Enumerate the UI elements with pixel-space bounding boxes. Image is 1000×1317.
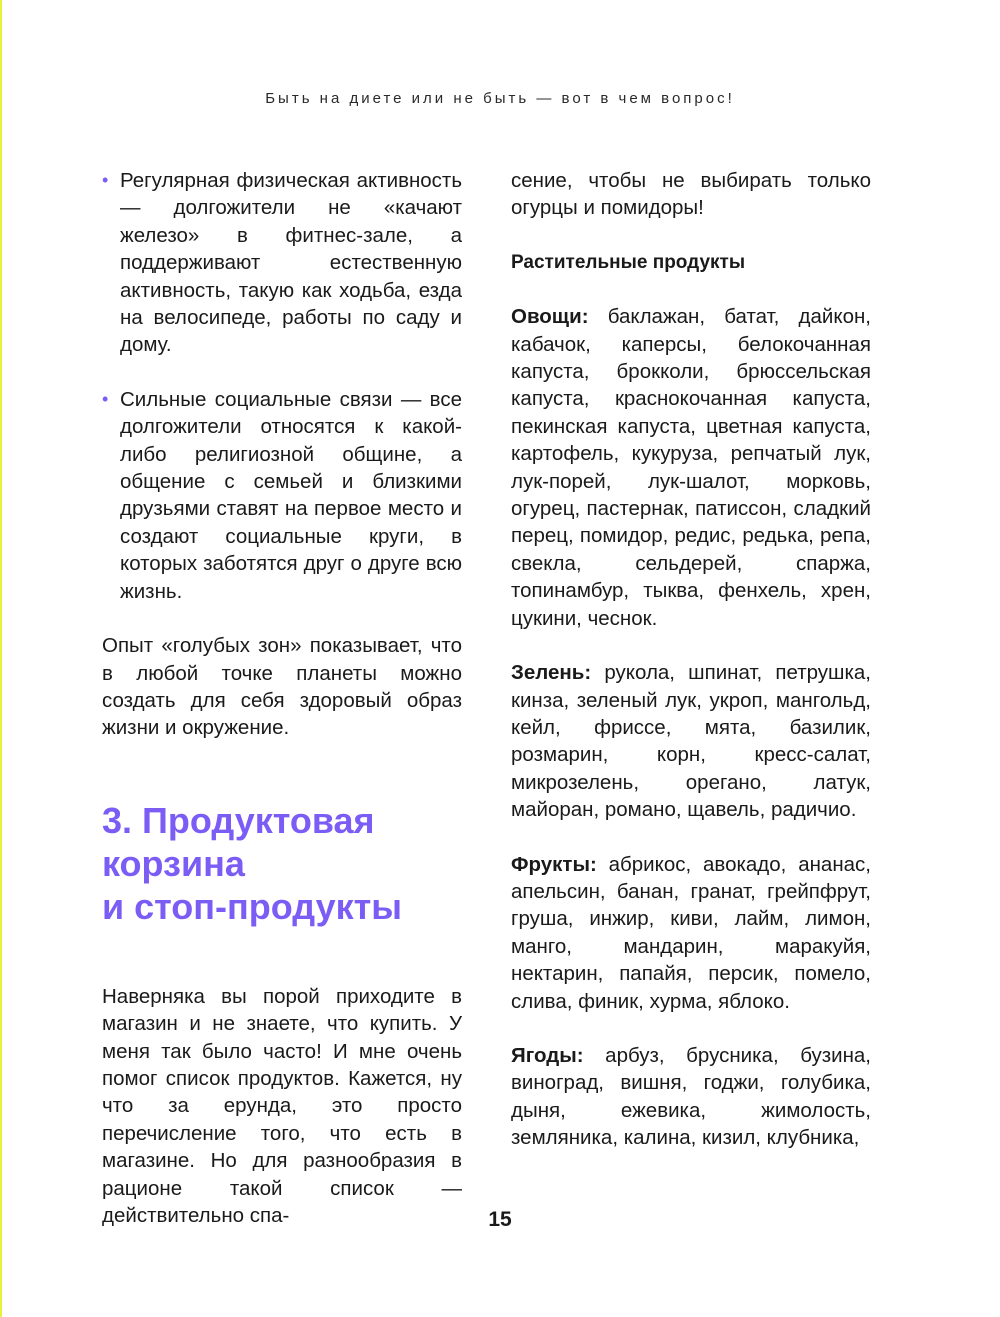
subheading: Растительные продукты — [511, 251, 746, 273]
bullet-item — [102, 386, 462, 605]
category-label: Фрукты: — [511, 852, 597, 876]
section-heading-line: и стоп-продукты — [102, 885, 402, 927]
section-heading — [102, 799, 462, 928]
category-label: Зелень: — [511, 661, 592, 685]
bullet-text: Регулярная физическая активность — долгожители не «качают железо» в фитнес-зале, а поддерживают естественную активность, такую как ходьба, езда на велосипеде, работы по саду и дому. — [120, 169, 462, 357]
category-greens — [511, 659, 871, 823]
category-items: абрикос, авокадо, ананас, апельсин, банан, гранат, грейпфрут, груша, инжир, киви, лайм, лимон, манго, мандарин, маракуйя, нектарин, папайя, персик, помело, слива, финик, хурма, яблоко. — [511, 852, 871, 1013]
category-berries — [511, 1042, 871, 1152]
page-edge-accent — [0, 0, 2, 1317]
running-header: Быть на диете или не быть — вот в чем вопрос! — [265, 90, 735, 107]
left-column — [102, 167, 462, 1229]
category-vegetables — [511, 303, 871, 632]
blue-zones-paragraph: Опыт «голубых зон» показывает, что в любой точке планеты можно создать для себя здоровый образ жизни и окружение. — [102, 634, 462, 740]
right-column — [511, 167, 871, 1152]
bullet-dot-icon: • — [102, 388, 109, 409]
continuation-paragraph: сение, чтобы не выбирать только огурцы и помидоры! — [511, 169, 871, 220]
category-label: Ягоды: — [511, 1043, 584, 1067]
bullet-item — [102, 167, 462, 359]
section-heading-line: корзина — [102, 842, 245, 884]
category-label: Овощи: — [511, 305, 589, 329]
category-fruits — [511, 851, 871, 1015]
bullet-dot-icon: • — [102, 170, 109, 190]
category-items: арбуз, брусника, бузина, виноград, вишня, годжи, голубика, дыня, ежевика, жимолость, земляника, калина, кизил, клубника, — [511, 1043, 871, 1150]
section-heading-line: 3. Продуктовая — [102, 799, 375, 841]
category-items: баклажан, батат, дайкон, кабачок, каперсы, белокочанная капуста, брокколи, брюссельская капуста, краснокочанная капуста, пекинская капуста, цветная капуста, картофель, кукуруза, репчатый лук, лук-порей, лук-шалот, морковь, огурец, пастернак, патиссон, сладкий перец, помидор, редис, редька, репа, свекла, сельдерей, спаржа, топинамбур, тыква, фенхель, хрен, цукини, чеснок. — [511, 305, 871, 630]
category-items: рукола, шпинат, петрушка, кинза, зеленый лук, укроп, мангольд, кейл, фриссе, мята, базилик, розмарин, корн, кресс-салат, микрозелень, орегано, латук, майоран, романо, щавель, радичио. — [511, 661, 871, 822]
page-number: 15 — [488, 1208, 512, 1231]
intro-paragraph: Наверняка вы порой приходите в магазин и не знаете, что купить. У меня так было часто! И мне очень помог список продуктов. Кажется, ну что за ерунда, это просто перечисление того, что есть в магазине. Но для разнообразия в рационе такой список — действительно спа- — [102, 984, 462, 1227]
bullet-text: Сильные социальные связи — все долгожители относятся к какой-либо религиозной общине, а общение с семьей и близкими друзьями ставят на первое место и создают социальные круги, в которых заботятся друг о друге всю жизнь. — [120, 387, 462, 603]
